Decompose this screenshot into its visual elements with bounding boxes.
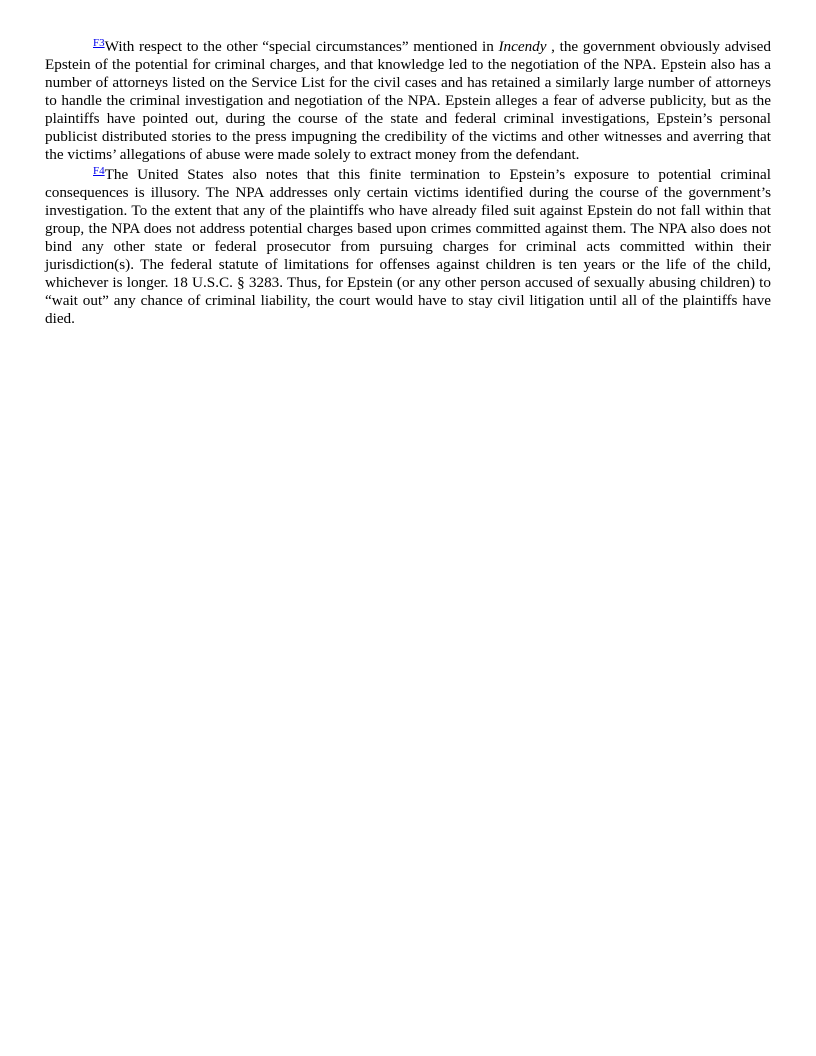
case-name-incendy: Incendy [498, 38, 547, 55]
footnote-f4-text: The United States also notes that this finite termination to Epstein’s exposure to potential criminal consequences is illusory. The NPA addresses only certain victims identified during the course of the government’s investigation. To the extent that any of the plaintiffs who have already filed suit against Epstein do not fall within that group, the NPA does not address potential charges based upon crimes committed against them. The NPA also does not bind any other state or federal prosecutor from pursuing charges for criminal acts committed within their jurisdiction(s). The federal statute of limitations for offenses against children is ten years or the life of the child, whichever is longer. 18 U.S.C. § 3283. Thus, for Epstein (or any other person accused of sexually abusing children) to “wait out” any chance of criminal liability, the court would have to stay civil litigation until all of the plaintiffs have died. [45, 166, 771, 327]
footnote-f4 [45, 166, 771, 328]
footnote-f3 [45, 38, 771, 164]
document-page [45, 38, 771, 330]
footnote-link-f3[interactable]: F3 [93, 37, 105, 49]
footnote-f3-text-before: With respect to the other “special circumstances” mentioned in [104, 38, 499, 55]
footnote-link-f4[interactable]: F4 [93, 165, 105, 177]
footnote-f3-text-after: , the government obviously advised Epstein of the potential for criminal charges, and that knowledge led to the negotiation of the NPA. Epstein also has a number of attorneys listed on the Service List for the civil cases and has retained a similarly large number of attorneys to handle the criminal investigation and negotiation of the NPA. Epstein alleges a fear of adverse publicity, but as the plaintiffs have pointed out, during the course of the state and federal criminal investigations, Epstein’s personal publicist distributed stories to the press impugning the credibility of the victims and other witnesses and averring that the victims’ allegations of abuse were made solely to extract money from the defendant. [45, 38, 771, 163]
